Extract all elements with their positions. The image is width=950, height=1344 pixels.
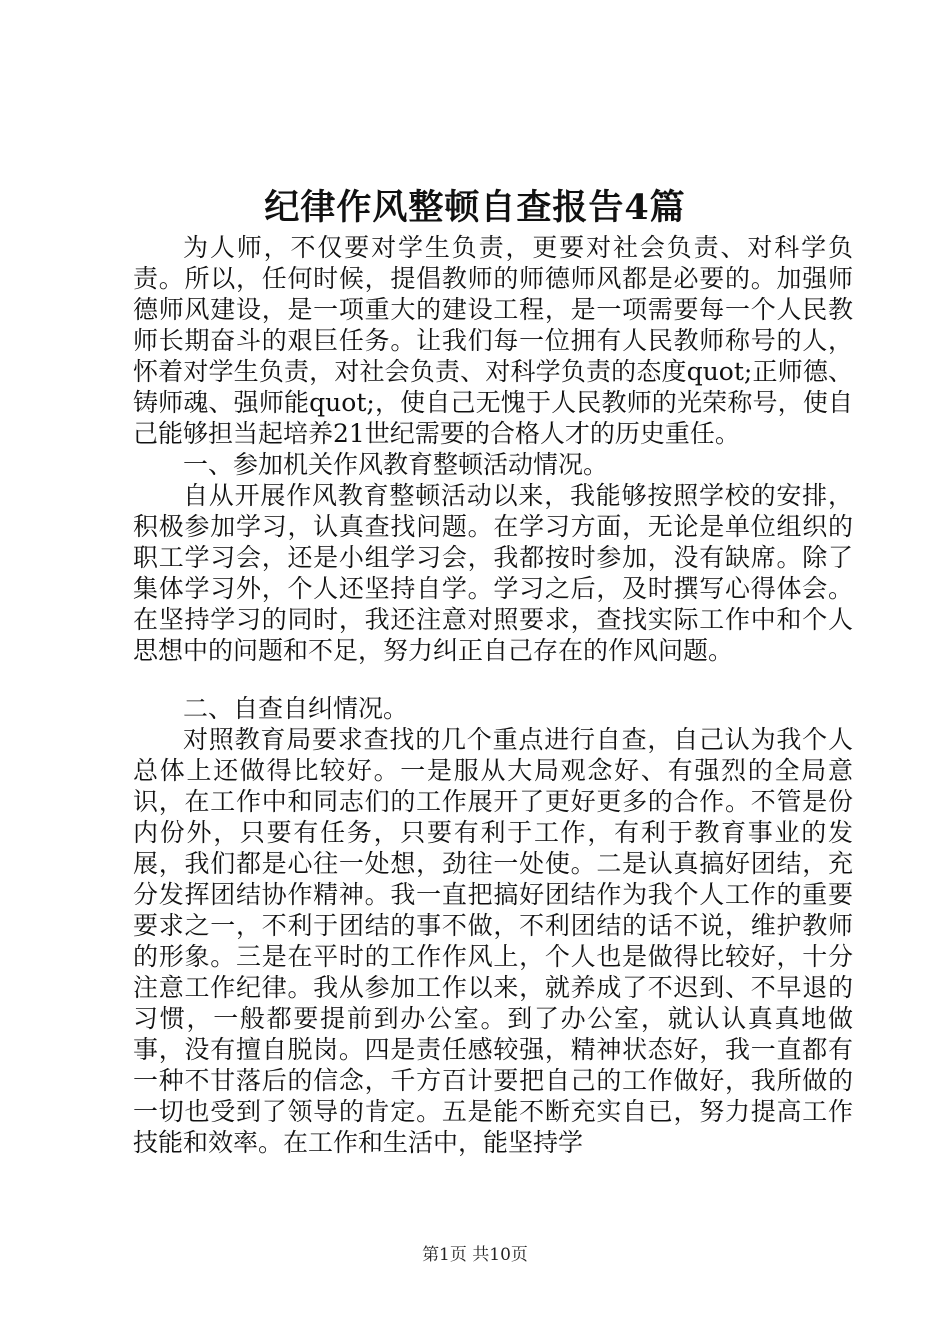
document-body (133, 232, 853, 1158)
paragraph-intro: 为人师，不仅要对学生负责，更要对社会负责、对科学负责。所以，任何时候，提倡教师的师德师风都是必要的。加强师德师风建设，是一项重大的建设工程，是一项需要每一个人民教师长期奋斗的艰巨任务。让我们每一位拥有人民教师称号的人，怀着对学生负责，对社会负责、对科学负责的态度quot;正师德、铸师魂、强师能quot;，使自己无愧于人民教师的光荣称号，使自己能够担当起培养21世纪需要的合格人才的历史重任。 (133, 233, 853, 448)
section-heading-2: 二、自查自纠情况。 (183, 694, 409, 723)
page-number-footer: 第1页 共10页 (422, 1245, 528, 1265)
document-title: 纪律作风整顿自查报告4篇 (264, 187, 686, 228)
paragraph-section-1: 自从开展作风教育整顿活动以来，我能够按照学校的安排，积极参加学习，认真查找问题。在学习方面，无论是单位组织的职工学习会，还是小组学习会，我都按时参加，没有缺席。除了集体学习外，个人还坚持自学。学习之后，及时撰写心得体会。在坚持学习的同时，我还注意对照要求，查找实际工作中和个人思想中的问题和不足，努力纠正自己存在的作风问题。 (133, 481, 853, 665)
paragraph-section-2: 对照教育局要求查找的几个重点进行自查，自己认为我个人总体上还做得比较好。一是服从大局观念好、有强烈的全局意识，在工作中和同志们的工作展开了更好更多的合作。不管是份内份外，只要有任务，只要有利于工作，有利于教育事业的发展，我们都是心往一处想，劲往一处使。二是认真搞好团结，充分发挥团结协作精神。我一直把搞好团结作为我个人工作的重要要求之一，不利于团结的事不做，不利团结的话不说，维护教师的形象。三是在平时的工作作风上，个人也是做得比较好，十分注意工作纪律。我从参加工作以来，就养成了不迟到、不早退的习惯，一般都要提前到办公室。到了办公室，就认认真真地做事，没有擅自脱岗。四是责任感较强，精神状态好，我一直都有一种不甘落后的信念，千方百计要把自己的工作做好，我所做的一切也受到了领导的肯定。五是能不断充实自已，努力提高工作技能和效率。在工作和生活中，能坚持学 (133, 725, 853, 1157)
section-heading-1: 一、参加机关作风教育整顿活动情况。 (183, 450, 609, 479)
